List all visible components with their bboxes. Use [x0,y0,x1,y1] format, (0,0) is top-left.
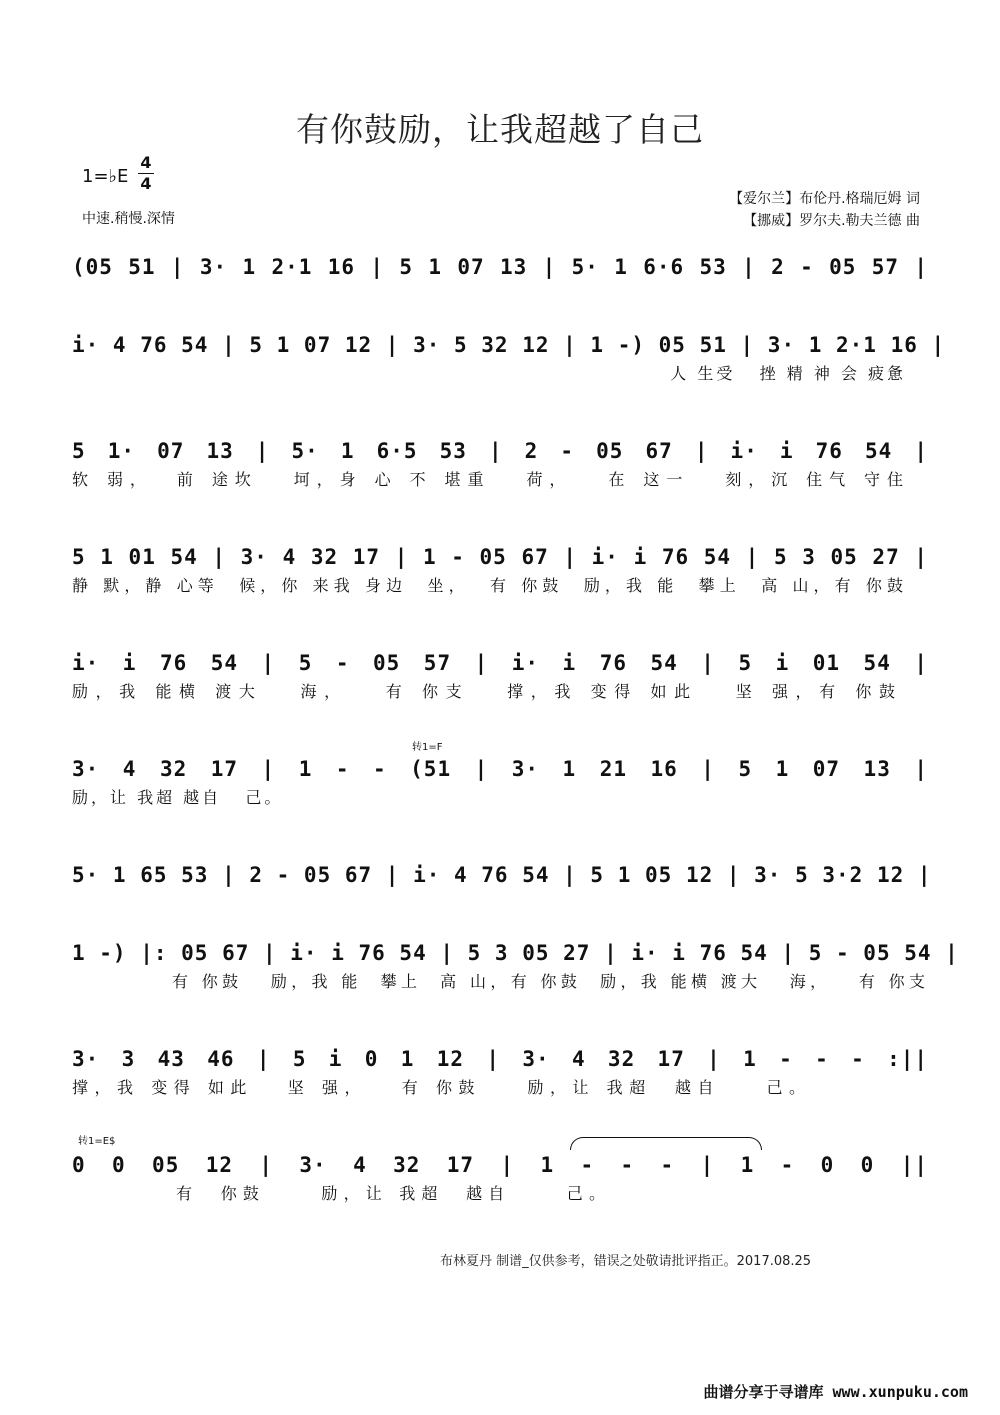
song-title: 有你鼓励，让我超越了自己 [296,110,704,149]
transcriber-note: 布林夏丹 制谱_仅供参考，错误之处敬请批评指正。2017.08.25 [440,1254,812,1269]
lyric-line: 软 弱， 前 途坎 坷，身 心 不 堪重 荷， 在 这一 刻，沉 住气 守住 [72,470,906,489]
score-row-8 [72,936,959,994]
lyric-line: 静 默，静 心等 候，你 来我 身边 坐， 有 你鼓 励，我 能 攀上 高 山，有 你鼓 [72,576,906,595]
credits [729,188,920,232]
time-signature-bottom: 4 [140,174,152,193]
time-signature-top: 4 [140,153,152,172]
modulation-mark: 转1=E$ [78,1136,116,1147]
site-watermark: 曲谱分享于寻谱库 www.xunpuku.com [703,1383,968,1401]
notation-line: (05 51 | 3· 1 2·1 16 | 5 1 07 13 | 5· 1 6·6 53 | 2 - 05 57 | [72,255,928,279]
score-row-6 [72,752,928,810]
lyric-line: 人 生受 挫 精 神 会 疲惫 [670,364,906,383]
lyric-line: 有 你鼓 励，让 我超 越自 己。 [176,1184,608,1203]
lyricist: 【爱尔兰】布伦丹.格瑞厄姆 词 [729,191,920,207]
notation-line: i· i 76 54 | 5 - 05 57 | i· i 76 54 | 5 i 01 54 | [72,651,928,675]
score-row-3 [72,434,928,492]
score-row-7 [72,858,932,892]
composer: 【挪威】罗尔夫.勒夫兰德 曲 [743,213,920,229]
tempo-marking: 中速.稍慢.深情 [82,211,175,227]
lyric-line: 励，让 我超 越自 己。 [72,788,284,807]
notation-line: 3· 3 43 46 | 5 i 0 1 12 | 3· 4 32 17 | 1 - - - :|| [72,1047,928,1071]
score-row-4 [72,540,928,598]
lyric-line: 有 你鼓 励，我 能 攀上 高 山，有 你鼓 励，我 能横 渡大 海， 有 你支 [172,972,928,991]
notation-line: 1 -) |: 05 67 | i· i 76 54 | 5 3 05 27 | i· i 76 54 | 5 - 05 54 | [72,941,959,965]
notation-line: 3· 4 32 17 | 1 - - (51 | 3· 1 21 16 | 5 1 07 13 | [72,757,928,781]
notation-line: 0 0 05 12 | 3· 4 32 17 | 1 - - - | 1 - 0 0 || [72,1153,928,1177]
lyric-line: 撑，我 变得 如此 坚 强， 有 你鼓 励，让 我超 越自 己。 [72,1078,808,1097]
notation-line: 5· 1 65 53 | 2 - 05 67 | i· 4 76 54 | 5 1 05 12 | 3· 5 3·2 12 | [72,863,932,887]
notation-line: 5 1· 07 13 | 5· 1 6·5 53 | 2 - 05 67 | i· i 76 54 | [72,439,928,463]
score-row-9 [72,1042,928,1100]
key-signature: 1=♭E [82,166,129,187]
score-row-10 [72,1148,928,1206]
modulation-mark: 转1=F [412,742,443,753]
score-row-5 [72,646,928,704]
notation-line: 5 1 01 54 | 3· 4 32 17 | 1 - 05 67 | i· i 76 54 | 5 3 05 27 | [72,545,928,569]
score-row-1 [72,250,928,284]
score-row-2 [72,328,946,386]
notation-line: i· 4 76 54 | 5 1 07 12 | 3· 5 32 12 | 1 -) 05 51 | 3· 1 2·1 16 | [72,333,946,357]
lyric-line: 励，我 能横 渡大 海， 有 你支 撑，我 变得 如此 坚 强，有 你鼓 [72,682,898,701]
time-signature [138,154,154,193]
